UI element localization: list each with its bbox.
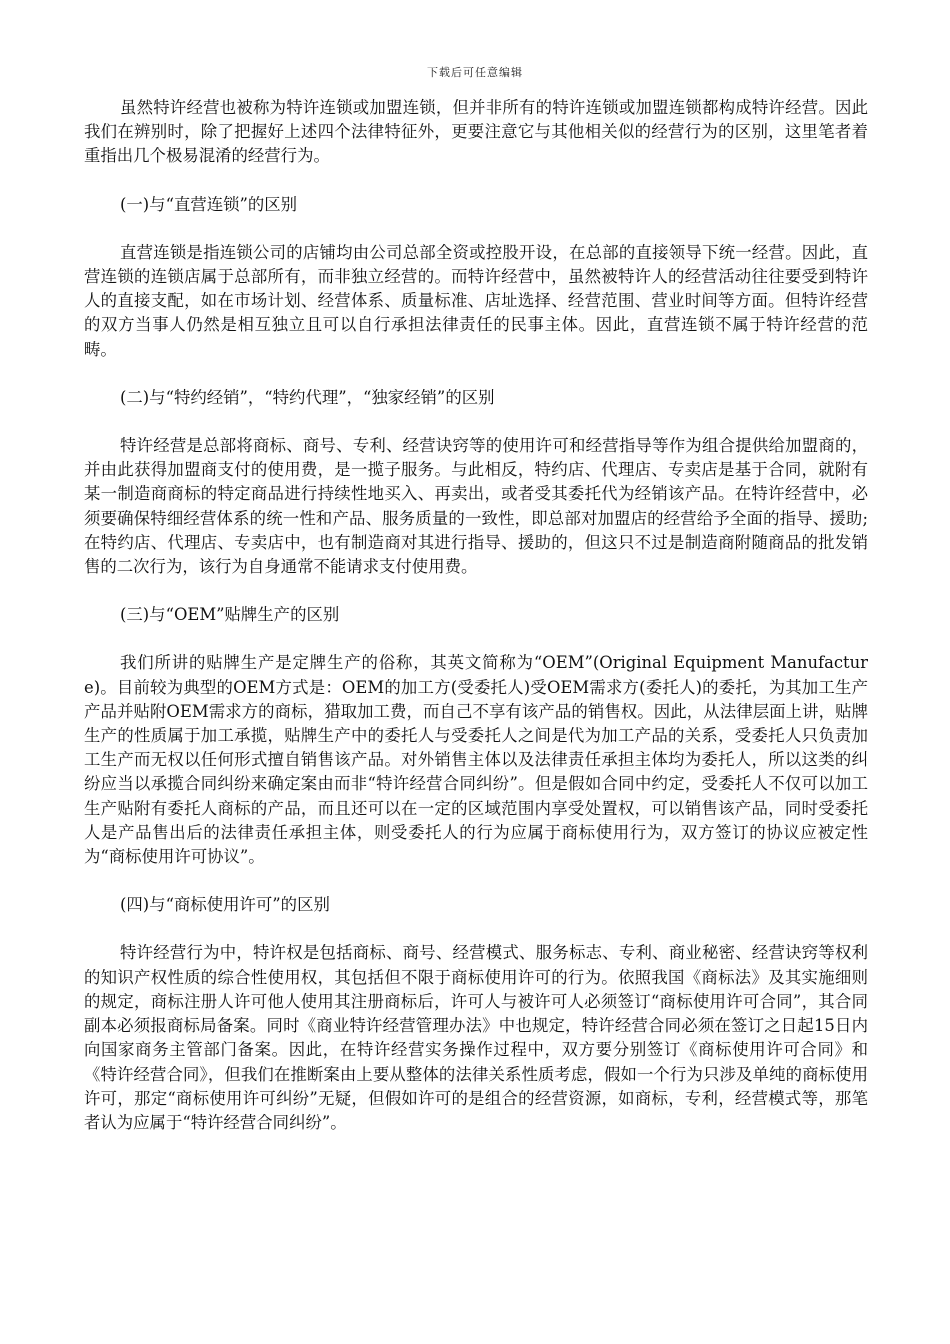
- section-body-4: 特许经营行为中，特许权是包括商标、商号、经营模式、服务标志、专利、商业秘密、经营诀窍等权利的知识产权性质的综合性使用权，其包括但不限于商标使用许可的行为。依照我国《商标法》及其实施细则的规定，商标注册人许可他人使用其注册商标后，许可人与被许可人必须签订“商标使用许可合同”，其合同副本必须报商标局备案。同时《商业特许经营管理办法》中也规定，特许经营合同必须在签订之日起15日内向国家商务主管部门备案。因此，在特许经营实务操作过程中，双方要分别签订《商标使用许可合同》和《特许经营合同》，但我们在推断案由上要从整体的法律关系性质考虑，假如一个行为只涉及单纯的商标使用许可，那定“商标使用许可纠纷”无疑，但假如许可的是组合的经营资源，如商标，专利，经营模式等，那笔者认为应属于“特许经营合同纠纷”。: [84, 943, 868, 1132]
- document-body: [84, 96, 868, 1135]
- page-header: 下载后可任意编辑: [427, 66, 523, 79]
- section-body-3: 我们所讲的贴牌生产是定牌生产的俗称，其英文简称为“OEM”(Original Equipment Manufacture)。目前较为典型的OEM方式是：OEM的加工方(受委托人)受OEM需求方(委托人)的委托，为其加工生产产品并贴附OEM需求方的商标，猎取加工费，而自己不享有该产品的销售权。因此，从法律层面上讲，贴牌生产的性质属于加工承揽，贴牌生产中的委托人与受委托人之间是代为加工产品的关系，受委托人只负责加工生产而无权以任何形式擅自销售该产品。对外销售主体以及法律责任承担主体均为委托人，所以这类的纠纷应当以承揽合同纠纷来确定案由而非“特许经营合同纠纷”。但是假如合同中约定，受委托人不仅可以加工生产贴附有委托人商标的产品，而且还可以在一定的区域范围内享受处置权，可以销售该产品，同时受委托人是产品售出后的法律责任承担主体，则受委托人的行为应属于商标使用行为，双方签订的协议应被定性为“商标使用许可协议”。: [84, 653, 868, 867]
- section-heading-2: (二)与“特约经销”，“特约代理”，“独家经销”的区别: [120, 387, 495, 407]
- section-heading-3: (三)与“OEM”贴牌生产的区别: [120, 605, 340, 625]
- intro-paragraph: 虽然特许经营也被称为特许连锁或加盟连锁，但并非所有的特许连锁或加盟连锁都构成特许经营。因此我们在辨别时，除了把握好上述四个法律特征外，更要注意它与其他相关似的经营行为的区别，这里笔者着重指出几个极易混淆的经营行为。: [84, 98, 868, 166]
- section-heading-1: (一)与“直营连锁”的区别: [120, 194, 298, 214]
- section-body-2: 特许经营是总部将商标、商号、专利、经营诀窍等的使用许可和经营指导等作为组合提供给加盟商的，并由此获得加盟商支付的使用费，是一揽子服务。与此相反，特约店、代理店、专卖店是基于合同，就附有某一制造商商标的特定商品进行持续性地买入、再卖出，或者受其委托代为经销该产品。在特许经营中，必须要确保特细经营体系的统一性和产品、服务质量的一致性，即总部对加盟店的经营给予全面的指导、援助;在特约店、代理店、专卖店中，也有制造商对其进行指导、援助的，但这只不过是制造商附随商品的批发销售的二次行为，该行为自身通常不能请求支付使用费。: [84, 436, 868, 577]
- section-body-1: 直营连锁是指连锁公司的店铺均由公司总部全资或控股开设，在总部的直接领导下统一经营。因此，直营连锁的连锁店属于总部所有，而非独立经营的。而特许经营中，虽然被特许人的经营活动往往要受到特许人的直接支配，如在市场计划、经营体系、质量标准、店址选择、经营范围、营业时间等方面。但特许经营的双方当事人仍然是相互独立且可以自行承担法律责任的民事主体。因此，直营连锁不属于特许经营的范畴。: [84, 242, 868, 359]
- section-heading-4: (四)与“商标使用许可”的区别: [120, 895, 330, 915]
